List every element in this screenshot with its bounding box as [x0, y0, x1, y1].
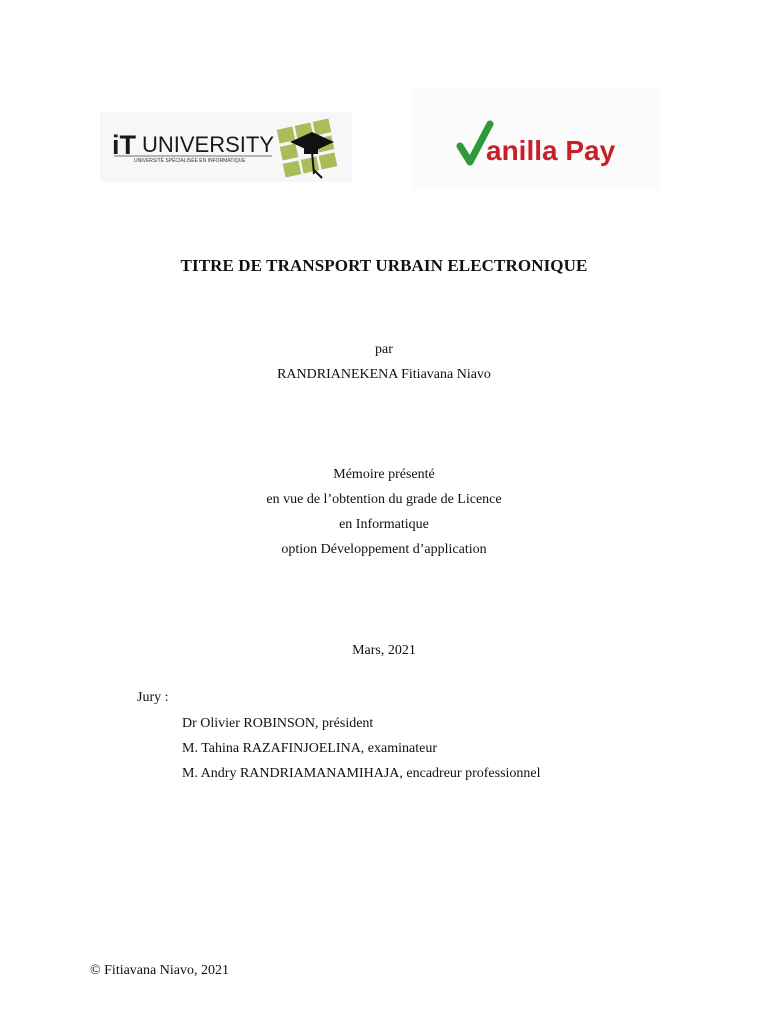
- jury-label: Jury :: [137, 690, 169, 705]
- it-university-logo-graphic: [100, 112, 352, 182]
- document-title: TITRE DE TRANSPORT URBAIN ELECTRONIQUE: [180, 256, 588, 275]
- memoire-line: en Informatique: [339, 517, 429, 532]
- it-university-logo: [100, 112, 352, 182]
- jury-member: M. Tahina RAZAFINJOELINA, examinateur: [182, 741, 437, 756]
- logo-vanilla-pay-text: anilla Pay: [486, 135, 616, 166]
- jury-member: M. Andry RANDRIAMANAMIHAJA, encadreur professionnel: [182, 766, 541, 781]
- document-date: Mars, 2021: [352, 643, 416, 658]
- vanilla-pay-logo-graphic: [412, 88, 660, 188]
- author-par: par: [375, 342, 393, 357]
- author-name: RANDRIANEKENA Fitiavana Niavo: [277, 367, 491, 382]
- jury-member: Dr Olivier ROBINSON, président: [182, 716, 374, 731]
- memoire-line: option Développement d’application: [281, 542, 487, 557]
- logo-tagline: UNIVERSITÉ SPÉCIALISÉE EN INFORMATIQUE: [134, 158, 246, 164]
- memoire-line: Mémoire présenté: [333, 467, 435, 482]
- copyright-footer: © Fitiavana Niavo, 2021: [90, 963, 229, 978]
- vanilla-pay-logo: [412, 88, 660, 188]
- memoire-line: en vue de l’obtention du grade de Licence: [266, 492, 502, 507]
- logo-university-text: UNIVERSITY: [142, 132, 275, 157]
- logo-it-text: iT: [112, 130, 136, 160]
